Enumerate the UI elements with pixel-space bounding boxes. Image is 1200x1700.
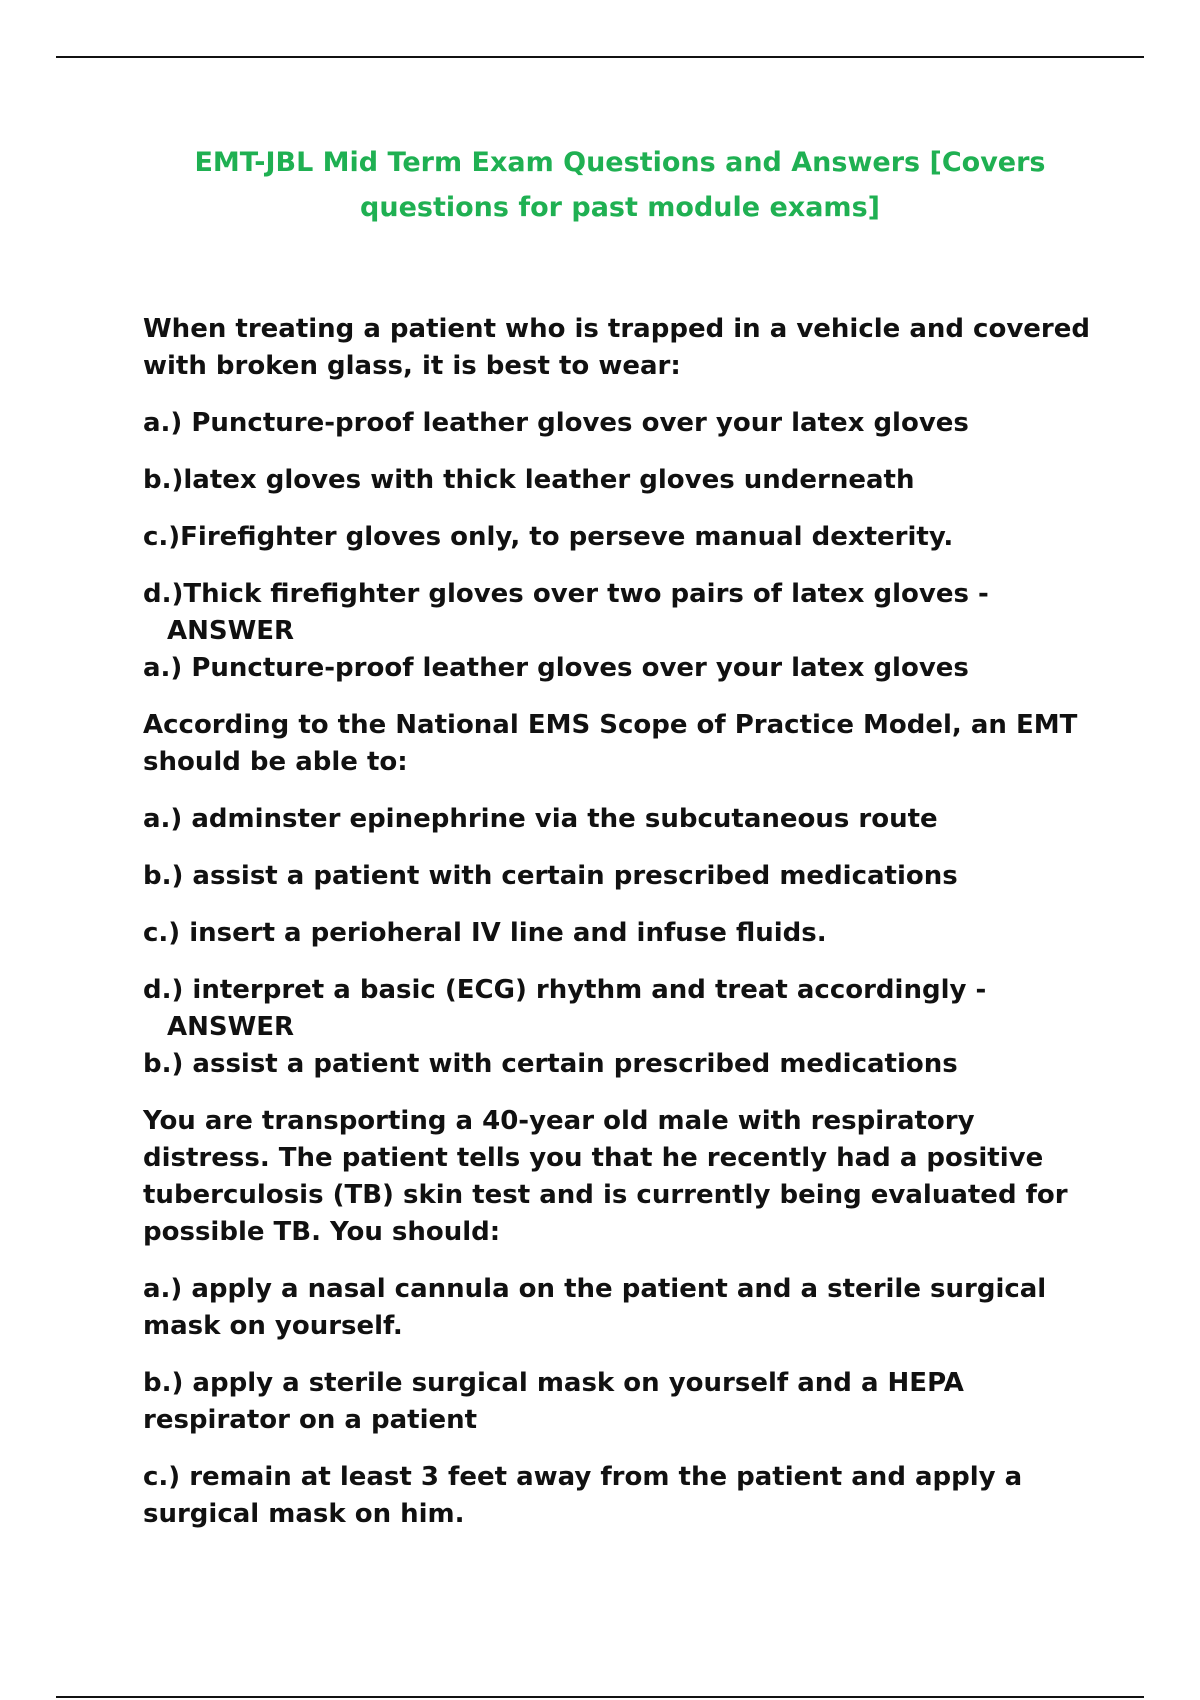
- question-1-option-b: b.)latex gloves with thick leather gloves underneath: [143, 465, 915, 495]
- question-2-answer-block: [143, 972, 1103, 1083]
- question-2-option-a: a.) adminster epinephrine via the subcutaneous route: [143, 804, 938, 834]
- document-body: [143, 311, 1103, 1553]
- question-2-option-b: b.) assist a patient with certain prescribed medications: [143, 861, 958, 891]
- question-3-option-b: b.) apply a sterile surgical mask on yourself and a HEPA respirator on a patient: [143, 1368, 964, 1435]
- question-1-option-d: d.)Thick firefighter gloves over two pairs of latex gloves -: [143, 579, 989, 609]
- bottom-rule: [56, 1696, 1144, 1698]
- question-3-option-c: c.) remain at least 3 feet away from the patient and apply a surgical mask on him.: [143, 1462, 1023, 1529]
- document-title: EMT-JBL Mid Term Exam Questions and Answers [Covers questions for past module exams]: [194, 147, 1046, 223]
- question-1-option-a: a.) Puncture-proof leather gloves over your latex gloves: [143, 408, 969, 438]
- question-1-answer: a.) Puncture-proof leather gloves over your latex gloves: [143, 653, 969, 683]
- question-3-text: You are transporting a 40-year old male with respiratory distress. The patient tells you that he recently had a positive tuberculosis (TB) skin test and is currently being evaluated for possible TB. You should:: [143, 1106, 1068, 1247]
- question-2-option-c: c.) insert a perioheral IV line and infuse fluids.: [143, 918, 827, 948]
- question-1-answer-block: [143, 576, 1103, 687]
- question-2-answer: b.) assist a patient with certain prescribed medications: [143, 1049, 958, 1079]
- question-1-text: When treating a patient who is trapped in a vehicle and covered with broken glass, it is best to wear:: [143, 314, 1090, 381]
- question-2-option-d: d.) interpret a basic (ECG) rhythm and treat accordingly -: [143, 975, 987, 1005]
- question-2-text: According to the National EMS Scope of Practice Model, an EMT should be able to:: [143, 710, 1078, 777]
- top-rule: [56, 56, 1144, 58]
- question-1-option-c: c.)Firefighter gloves only, to perseve manual dexterity.: [143, 522, 954, 552]
- question-2-answer-label: ANSWER: [167, 1012, 295, 1042]
- question-1-answer-label: ANSWER: [167, 616, 295, 646]
- question-3-option-a: a.) apply a nasal cannula on the patient and a sterile surgical mask on yourself.: [143, 1274, 1047, 1341]
